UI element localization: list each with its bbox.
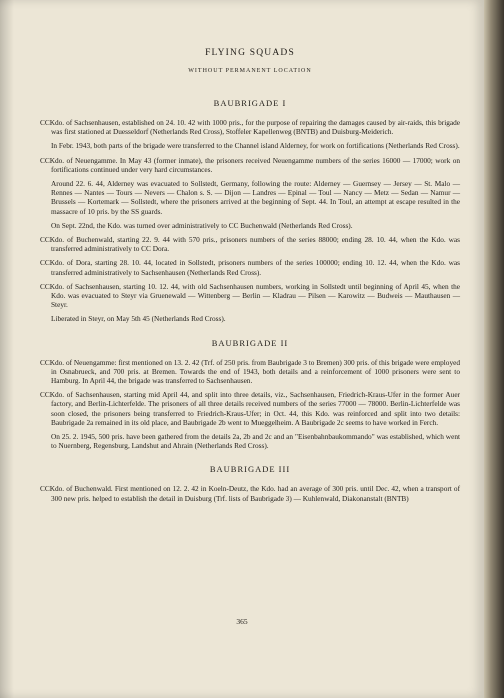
paragraph: CCKdo. of Sachsenhausen, starting mid April 44, and split into three details, viz., Sachsenhausen, Friedrich-Kraus-Ufer in the former Auer factory, and Berlin-Lichterfelde. The prisoners of all three details received numbers of the series 77000 — 78000. Berlin-Lichterfelde was soon closed, the prisoners being transferred to Friedrich-Kraus-Ufer; in Oct. 44, this Kdo. was reinforced and split into two details: Baubrigade 2a remained in its old place, and Baubrigade 2b went to Mueggelheim. A Baubrigade 2c seems to have worked in Ferch. <box>40 390 460 427</box>
paragraph: On 25. 2. 1945, 500 pris. have been gathered from the details 2a, 2b and 2c and an "Eisenbahnbaukommando" was established, which went to Nuernberg, Regensburg, Landshut and Ahrain (Netherlands Red Cross). <box>51 432 460 451</box>
paragraph: Around 22. 6. 44, Alderney was evacuated to Sollstedt, Germany, following the route: Alderney — Guernsey — Jersey — St. Malo — Rennes — Nantes — Tours — Nevers — Chalon s. S. — Dijon — Landres — Epinal — Toul — Nancy — Metz — Sedan — Namur — Brussels — Kortemark — Sollstedt, where the prisoners arrived at the beginning of Sept. 44. In Toul, an attempt at escape resulted in the massacre of 10 pris. by the SS guards. <box>51 179 460 216</box>
section-heading-baubrigade-3: BAUBRIGADE III <box>209 464 291 475</box>
page-number: 365 <box>236 617 248 626</box>
paragraph: CCKdo. of Buchenwald, starting 22. 9. 44 with 570 pris., prisoners numbers of the series 88000; ending 28. 10. 44, when the Kdo. was transferred administratively to CC Dora. <box>40 235 460 254</box>
paragraph: On Sept. 22nd, the Kdo. was turned over administratively to CC Buchenwald (Netherlands Red Cross). <box>51 220 353 230</box>
running-title: FLYING SQUADS <box>205 48 295 58</box>
gutter-shadow <box>0 0 14 698</box>
paragraph: CCKdo. of Neuengamme. In May 43 (former inmate), the prisoners received Neuengamme numbers of the series 16000 — 17000; work on fortifications continued under very hard circumstances. <box>40 155 460 174</box>
section-heading-baubrigade-1: BAUBRIGADE I <box>213 98 287 108</box>
paragraph: CCKdo. of Sachsenhausen, established on 24. 10. 42 with 1000 pris., for the purpose of repairing the damages caused by air-raids, this brigade was first stationed at Duesseldorf (Netherlands Red Cross), Stoffeler Kapellenweg (BNTB) and Duisburg-Meiderich. <box>40 118 460 137</box>
section-heading-baubrigade-2: BAUBRIGADE II <box>211 337 289 348</box>
running-subtitle: WITHOUT PERMANENT LOCATION <box>188 68 312 74</box>
page-content <box>40 48 460 508</box>
paragraph: CCKdo. of Neuengamme: first mentioned on 13. 2. 42 (Trf. of 250 pris. from Baubrigade 3 to Bremen) 300 pris. of this brigade were employed in Osnabrueck, and 700 pris. at Bremen. Towards the end of 1943, both details and a reinforcement of 1000 prisoners were sent to Hamburg. In April 44, the brigade was transferred to Sachsenhausen. <box>40 357 460 386</box>
paragraph: CCKdo. of Buchenwald. First mentioned on 12. 2. 42 in Koeln-Deutz, the Kdo. had an average of 300 pris. until Dec. 42, when a transport of 300 new pris. helped to establish the detail in Duisburg (Trf. lists of Baubrigade 3) — Kuhlenwald, Diakonanstalt (BNTB) <box>40 484 460 503</box>
paragraph: CCKdo. of Sachsenhausen, starting 10. 12. 44, with old Sachsenhausen numbers, working in Sollstedt until beginning of April 45, when the Kdo. was evacuated to Steyr via Gruenewald — Wittenberg — Berlin — Kladrau — Pilsen — Karowitz — Budweis — Mauthausen — Steyr. <box>40 281 460 310</box>
page-edge <box>484 0 504 698</box>
paragraph: CCKdo. of Dora, starting 28. 10. 44, located in Sollstedt, prisoners numbers of the series 100000; ending 10. 12. 44, when the Kdo. was transferred administratively to Sachsenhausen (Netherlands Red Cross). <box>40 258 460 277</box>
paragraph: Liberated in Steyr, on May 5th 45 (Netherlands Red Cross). <box>51 314 226 324</box>
paragraph: In Febr. 1943, both parts of the brigade were transferred to the Channel island Alderney, for work on fortifications (Netherlands Red Cross). <box>51 141 460 151</box>
